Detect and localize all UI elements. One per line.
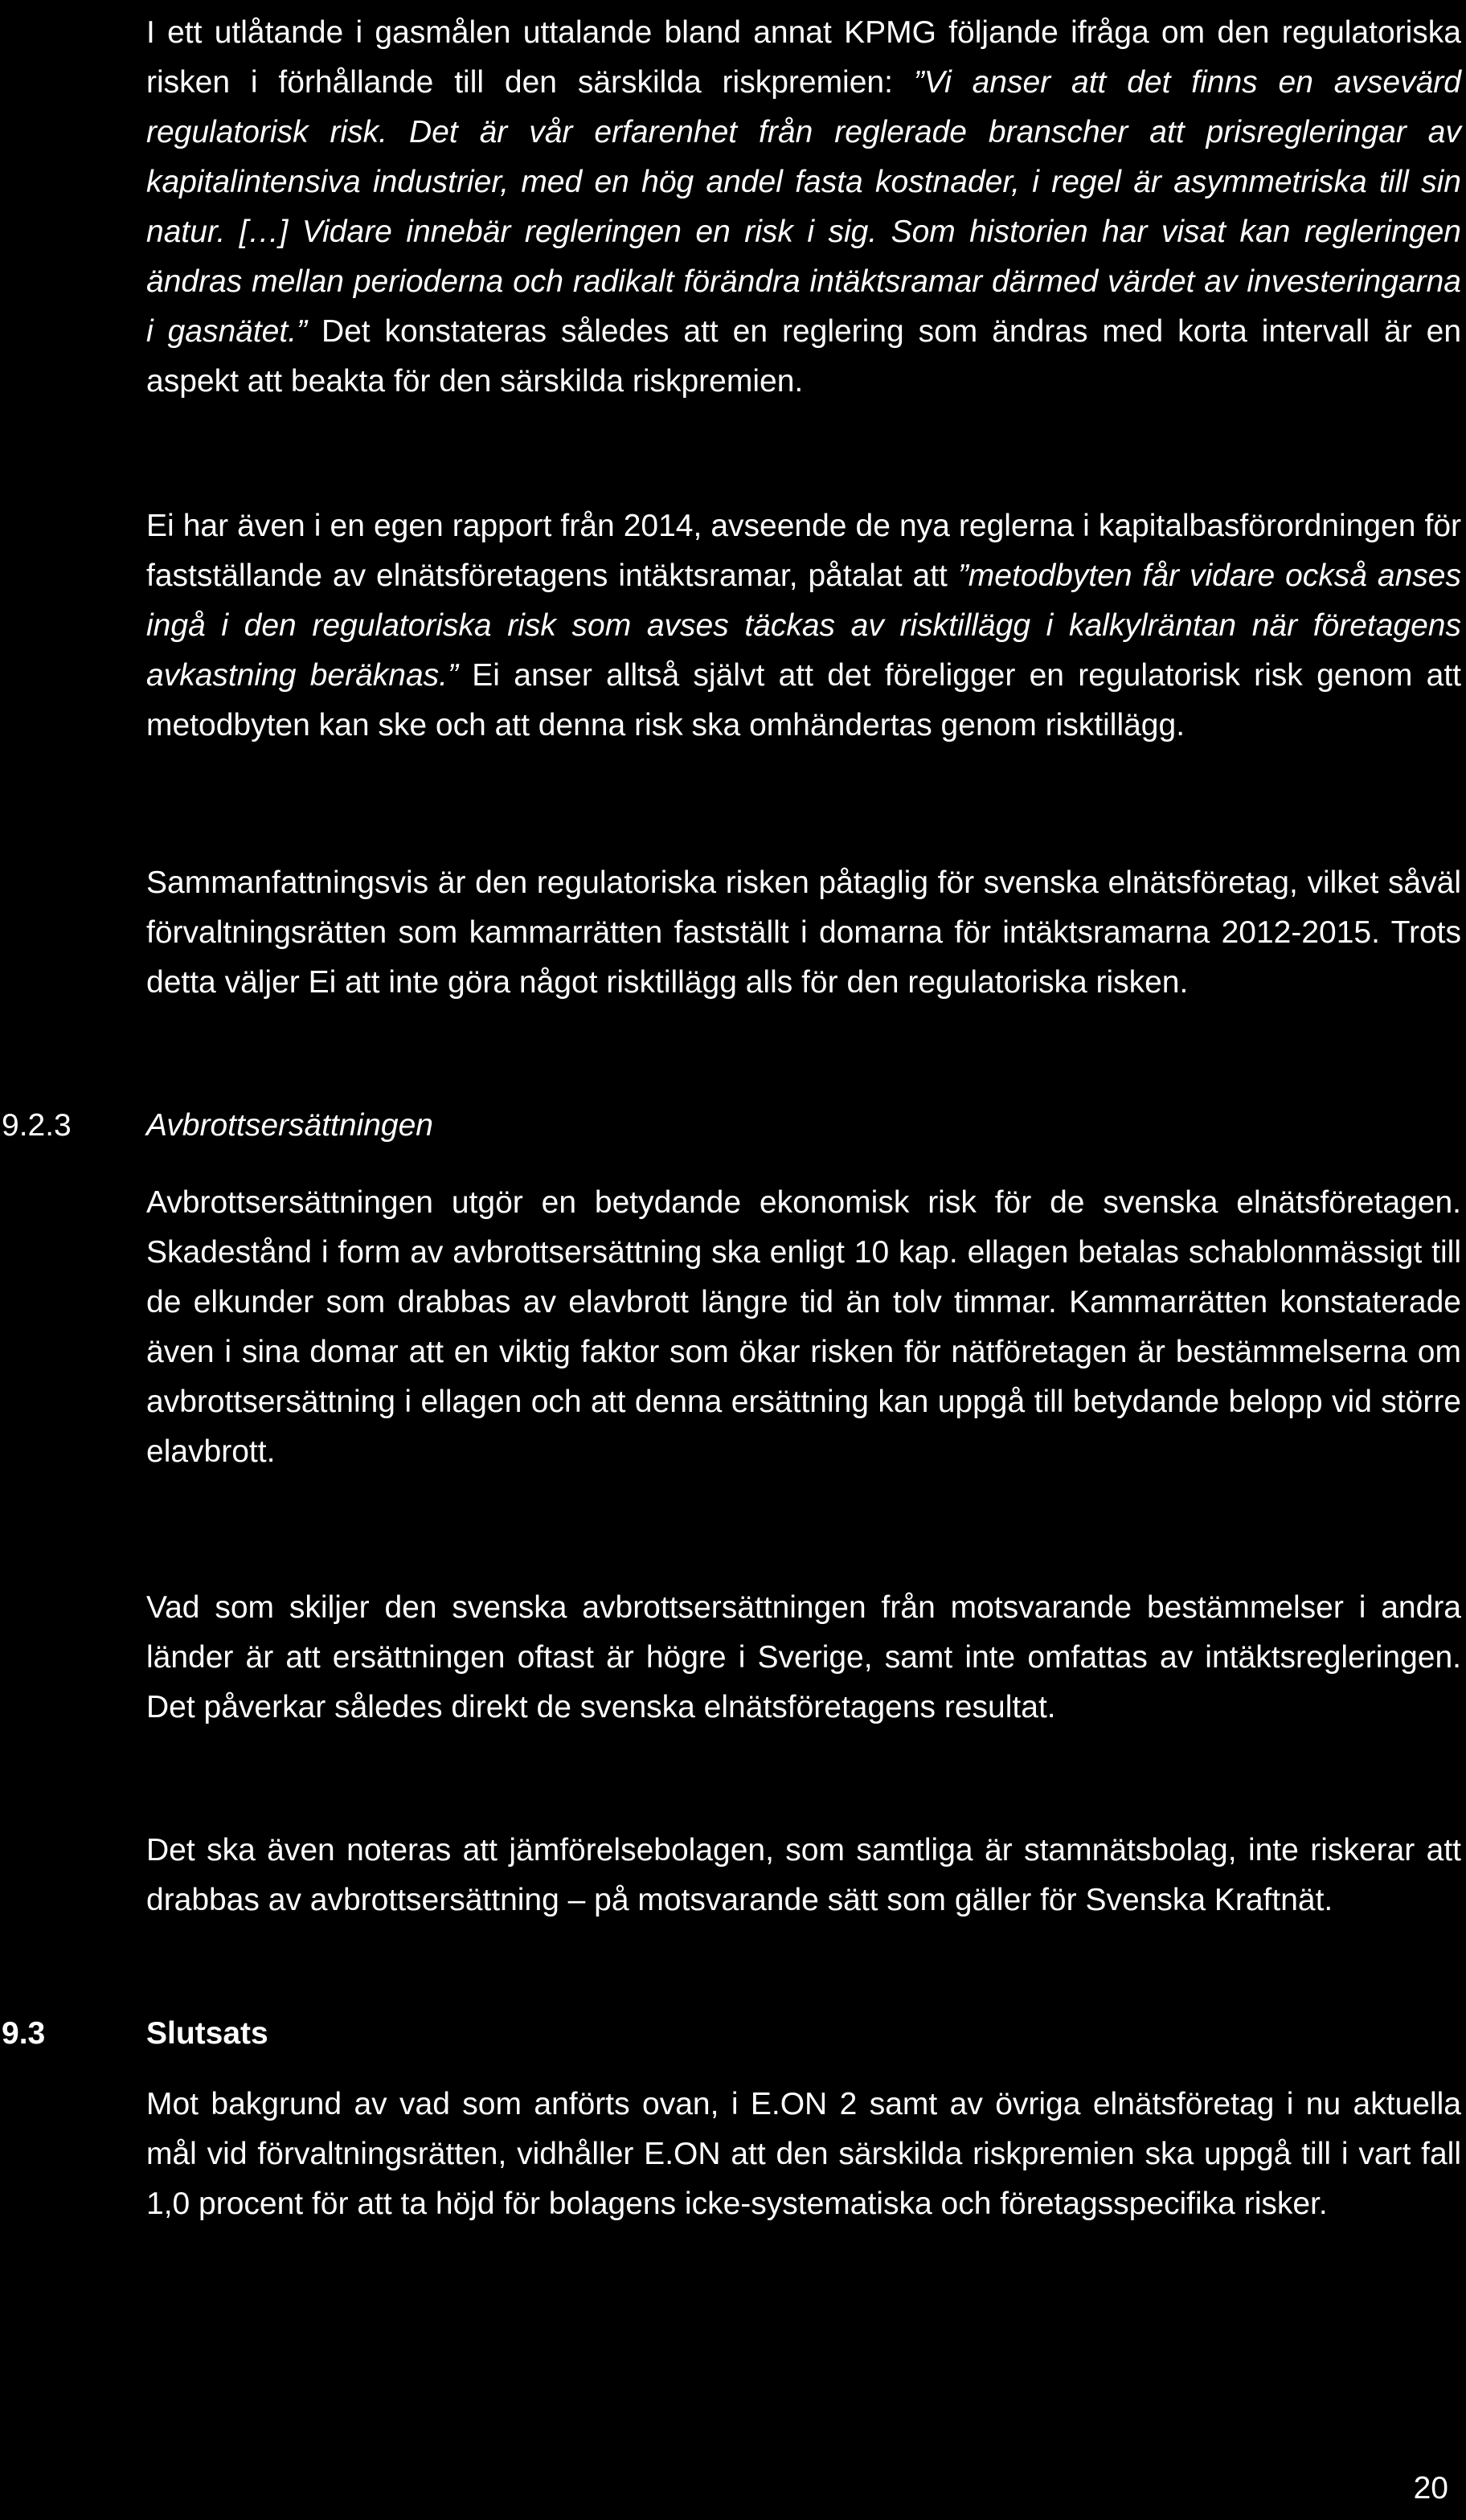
section-number-9-2-3: 9.2.3 [2,1108,72,1143]
paragraph-kpmg-tail: Det konstateras således att en reglering som ändras med korta intervall är en aspekt att beakta för den särskilda riskpremien. [146,314,1462,399]
paragraph-summary: Sammanfattningsvis är den regulatoriska risken påtaglig för svenska elnätsföretag, vilket såväl förvaltningsrätten som kammarrätten fastställt i domarna för intäktsramarna 2012-2015. Trots detta väljer Ei att inte göra något risktillägg alls för den regulatoriska risken. [146,865,1461,1000]
paragraph-ei-quote: ”metodbyten får vidare också anses ingå i den regulatoriska risk som avses täckas av risktillägg i kalkylräntan när företagens avkastning beräknas.” [146,558,1461,693]
paragraph-ei-lead: Ei har även i en egen rapport från 2014, avseende de nya reglerna i kapitalbasförordningen för fastställande av elnätsföretagens intäktsramar, påtalat att [146,509,1461,593]
paragraph-kpmg-quote: ”Vi anser att det finns en avsevärd regulatorisk risk. Det är vår erfarenhet från reglerade branscher att prisregleringar av kapitalintensiva industrier, med en hög andel fasta kostnader, i regel är asymmetriska till sin natur. […] Vidare innebär regleringen en risk i sig. Som historien har visat kan regleringen ändras mellan perioderna och radikalt förändra intäktsramar därmed värdet av investeringarna i gasnätet.” [146,65,1461,349]
paragraph-ei-report [146,501,1461,751]
paragraph-avbrott-risk: Avbrottsersättningen utgör en betydande ekonomisk risk för de svenska elnätsföretagen. Skadestånd i form av avbrottsersättning ska enligt 10 kap. ellagen betalas schablonmässigt till de elkunder som drabbas av elavbrott längre tid än tolv timmar. Kammarrätten konstaterade även i sina domar att en viktig faktor som ökar risken för nätföretagen är bestämmelserna om avbrottsersättning i ellagen och att denna ersättning kan uppgå till betydande belopp vid större elavbrott. [146,1185,1461,1469]
paragraph-conclusion: Mot bakgrund av vad som anförts ovan, i E.ON 2 samt av övriga elnätsföretag i nu aktuella mål vid förvaltningsrätten, vidhåller E.ON att den särskilda riskpremien ska uppgå till i vart fall 1,0 procent för att ta höjd för bolagens icke-systematiska och företagsspecifika risker. [146,2087,1461,2221]
paragraph-kpmg-statement [146,8,1461,407]
page-number: 20 [1413,2471,1448,2506]
paragraph-comparison-companies: Det ska även noteras att jämförelsebolagen, som samtliga är stamnätsbolag, inte riskerar att drabbas av avbrottsersättning – på motsvarande sätt som gäller för Svenska Kraftnät. [146,1833,1461,1917]
section-number-9-3: 9.3 [2,2016,46,2051]
section-title-slutsats: Slutsats [146,2016,268,2051]
section-title-avbrottsersattningen: Avbrottsersättningen [146,1108,433,1143]
paragraph-ei-tail: Ei anser alltså självt att det föreligger en regulatorisk risk genom att metodbyten kan ske och att denna risk ska omhändertas genom risktillägg. [146,658,1461,742]
paragraph-avbrott-difference: Vad som skiljer den svenska avbrottsersättningen från motsvarande bestämmelser i andra länder är att ersättningen oftast är högre i Sverige, samt inte omfattas av intäktsregleringen. Det påverkar således direkt de svenska elnätsföretagens resultat. [146,1590,1461,1724]
paragraph-kpmg-lead: I ett utlåtande i gasmålen uttalande bland annat KPMG följande ifråga om den regulatoriska risken i förhållande till den särskilda riskpremien: [146,15,1461,100]
